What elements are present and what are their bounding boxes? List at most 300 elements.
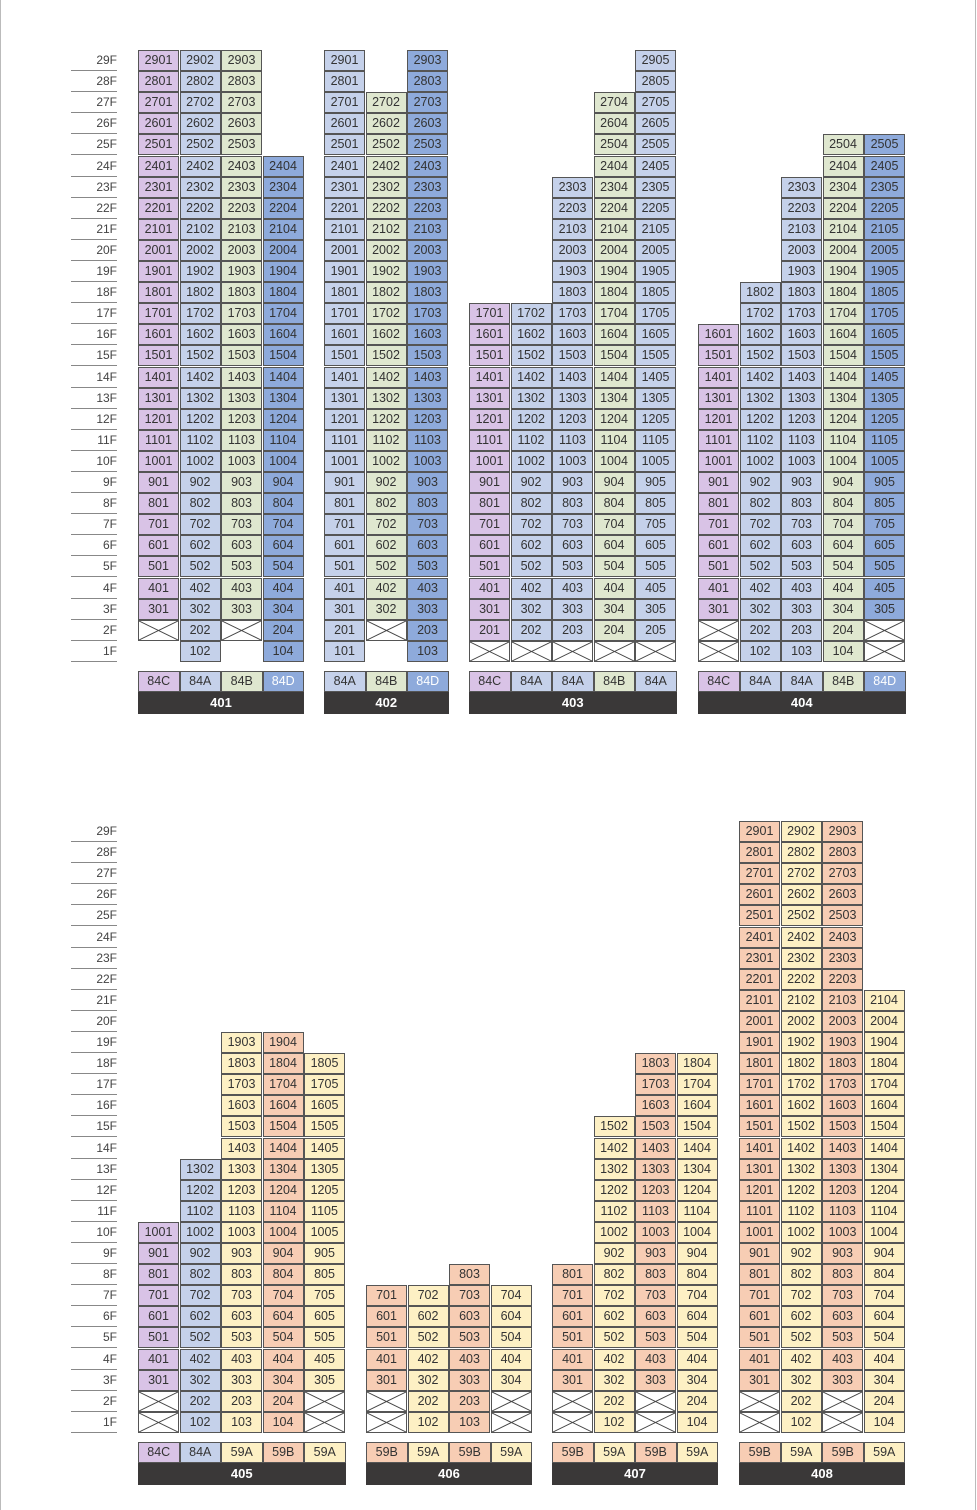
building-number: 402 (324, 692, 449, 714)
unit-cell: 2003 (822, 1011, 863, 1032)
empty-unit-cross-icon (635, 1391, 676, 1412)
building-number: 408 (739, 1463, 905, 1485)
unit-cell: 1303 (407, 388, 448, 409)
floor-label: 6F (71, 1306, 117, 1327)
floor-label: 8F (71, 1264, 117, 1285)
unit-cell: 905 (864, 472, 905, 493)
unit-cell: 502 (594, 1327, 635, 1348)
unit-cell: 305 (864, 599, 905, 620)
unit-cell: 1301 (138, 388, 179, 409)
unit-cell: 505 (304, 1327, 345, 1348)
unit-cell: 1601 (698, 324, 739, 345)
unit-type-label: 59B (263, 1442, 305, 1463)
unit-cell: 1503 (552, 345, 593, 366)
unit-cell: 102 (594, 1412, 635, 1433)
empty-unit-cross-icon (469, 641, 510, 662)
unit-cell: 2103 (781, 219, 822, 240)
unit-cell: 1702 (740, 303, 781, 324)
unit-cell: 1705 (864, 303, 905, 324)
unit-cell: 502 (781, 1327, 822, 1348)
unit-cell: 601 (366, 1306, 407, 1327)
unit-cell: 603 (552, 535, 593, 556)
unit-cell: 2501 (138, 134, 179, 155)
unit-cell: 1404 (263, 1138, 304, 1159)
unit-cell: 1504 (263, 1116, 304, 1137)
unit-cell: 404 (263, 578, 304, 599)
unit-cell: 1404 (677, 1138, 718, 1159)
unit-cell: 1905 (635, 261, 676, 282)
unit-cell: 403 (221, 1349, 262, 1370)
unit-cell: 1204 (263, 409, 304, 430)
unit-cell: 2605 (635, 113, 676, 134)
unit-cell: 2402 (781, 927, 822, 948)
unit-cell: 501 (698, 556, 739, 577)
unit-cell: 403 (635, 1349, 676, 1370)
unit-cell: 703 (221, 1285, 262, 1306)
unit-cell: 1704 (263, 303, 304, 324)
empty-unit-cross-icon (491, 1391, 532, 1412)
unit-cell: 602 (594, 1306, 635, 1327)
unit-cell: 1302 (180, 388, 221, 409)
unit-cell: 601 (138, 535, 179, 556)
unit-cell: 2205 (864, 198, 905, 219)
floor-label: 2F (71, 1391, 117, 1412)
unit-cell: 102 (180, 1412, 221, 1433)
unit-cell: 1302 (594, 1159, 635, 1180)
unit-cell: 1903 (822, 1032, 863, 1053)
unit-cell: 402 (594, 1349, 635, 1370)
unit-cell: 1103 (407, 430, 448, 451)
unit-cell: 2103 (407, 219, 448, 240)
unit-cell: 1504 (594, 345, 635, 366)
unit-cell: 2801 (739, 842, 780, 863)
unit-cell: 2104 (594, 219, 635, 240)
unit-cell: 1202 (511, 409, 552, 430)
unit-cell: 2002 (781, 1011, 822, 1032)
unit-cell: 1403 (822, 1138, 863, 1159)
unit-cell: 702 (180, 1285, 221, 1306)
unit-cell: 402 (740, 578, 781, 599)
unit-cell: 601 (469, 535, 510, 556)
unit-cell: 205 (635, 620, 676, 641)
unit-cell: 1702 (781, 1074, 822, 1095)
unit-cell: 1203 (221, 409, 262, 430)
unit-cell: 1103 (552, 430, 593, 451)
unit-cell: 2903 (822, 821, 863, 842)
unit-cell: 1201 (469, 409, 510, 430)
unit-cell: 1901 (138, 261, 179, 282)
unit-cell: 2403 (221, 156, 262, 177)
unit-cell: 1501 (324, 345, 365, 366)
unit-cell: 804 (677, 1264, 718, 1285)
unit-cell: 902 (740, 472, 781, 493)
unit-type-label: 59B (366, 1442, 408, 1463)
floor-label: 15F (71, 345, 117, 366)
unit-cell: 603 (822, 1306, 863, 1327)
unit-cell: 1803 (552, 282, 593, 303)
unit-cell: 802 (180, 1264, 221, 1285)
unit-cell: 2103 (221, 219, 262, 240)
unit-cell: 202 (180, 1391, 221, 1412)
empty-unit-cross-icon (635, 641, 676, 662)
unit-cell: 1403 (781, 367, 822, 388)
unit-cell: 301 (138, 1370, 179, 1391)
unit-cell: 1001 (324, 451, 365, 472)
floor-label: 28F (71, 842, 117, 863)
unit-cell: 803 (449, 1264, 490, 1285)
unit-cell: 1701 (324, 303, 365, 324)
unit-cell: 1704 (263, 1074, 304, 1095)
unit-cell: 404 (823, 578, 864, 599)
unit-cell: 601 (324, 535, 365, 556)
unit-cell: 803 (221, 493, 262, 514)
unit-cell: 1802 (180, 282, 221, 303)
unit-cell: 304 (263, 1370, 304, 1391)
unit-cell: 1402 (594, 1138, 635, 1159)
unit-cell: 501 (138, 1327, 179, 1348)
unit-type-label: 84D (864, 671, 906, 692)
unit-type-label: 84B (366, 671, 408, 692)
unit-cell: 2401 (138, 156, 179, 177)
unit-cell: 701 (469, 514, 510, 535)
unit-cell: 204 (677, 1391, 718, 1412)
unit-cell: 1001 (698, 451, 739, 472)
unit-cell: 1804 (864, 1053, 905, 1074)
unit-cell: 1903 (221, 261, 262, 282)
unit-cell: 2701 (324, 92, 365, 113)
unit-cell: 1005 (864, 451, 905, 472)
unit-cell: 401 (138, 578, 179, 599)
unit-cell: 803 (781, 493, 822, 514)
empty-unit-cross-icon (138, 1391, 179, 1412)
floor-label: 14F (71, 367, 117, 388)
unit-cell: 1503 (221, 1116, 262, 1137)
unit-cell: 1602 (781, 1095, 822, 1116)
floor-label: 5F (71, 556, 117, 577)
unit-cell: 601 (552, 1306, 593, 1327)
empty-unit-cross-icon (822, 1391, 863, 1412)
unit-cell: 1301 (469, 388, 510, 409)
unit-cell: 1202 (180, 409, 221, 430)
unit-cell: 1501 (138, 345, 179, 366)
unit-cell: 604 (263, 535, 304, 556)
unit-type-label: 84A (324, 671, 366, 692)
unit-cell: 301 (138, 599, 179, 620)
floor-label: 29F (71, 50, 117, 71)
unit-cell: 2805 (635, 71, 676, 92)
unit-cell: 704 (677, 1285, 718, 1306)
unit-cell: 1704 (677, 1074, 718, 1095)
unit-cell: 2101 (324, 219, 365, 240)
unit-cell: 1604 (823, 324, 864, 345)
unit-cell: 2303 (407, 177, 448, 198)
floor-label: 18F (71, 1053, 117, 1074)
unit-cell: 1302 (511, 388, 552, 409)
unit-cell: 104 (864, 1412, 905, 1433)
unit-cell: 2603 (407, 113, 448, 134)
unit-cell: 902 (511, 472, 552, 493)
floor-label: 29F (71, 821, 117, 842)
unit-cell: 104 (263, 1412, 304, 1433)
unit-cell: 1303 (552, 388, 593, 409)
unit-cell: 2204 (263, 198, 304, 219)
unit-cell: 1303 (822, 1159, 863, 1180)
empty-unit-cross-icon (822, 1412, 863, 1433)
unit-cell: 2901 (739, 821, 780, 842)
building-number: 404 (698, 692, 906, 714)
empty-unit-cross-icon (864, 641, 905, 662)
unit-cell: 2203 (781, 198, 822, 219)
unit-cell: 1403 (221, 1138, 262, 1159)
unit-type-label: 84D (263, 671, 305, 692)
unit-cell: 1603 (635, 1095, 676, 1116)
unit-cell: 1203 (781, 409, 822, 430)
floor-label: 11F (71, 1201, 117, 1222)
unit-cell: 103 (449, 1412, 490, 1433)
empty-unit-cross-icon (739, 1412, 780, 1433)
unit-cell: 2702 (180, 92, 221, 113)
unit-cell: 2601 (324, 113, 365, 134)
unit-cell: 102 (408, 1412, 449, 1433)
unit-cell: 1201 (324, 409, 365, 430)
unit-cell: 501 (552, 1327, 593, 1348)
floor-label: 18F (71, 282, 117, 303)
unit-cell: 304 (491, 1370, 532, 1391)
unit-cell: 2405 (864, 156, 905, 177)
unit-cell: 901 (324, 472, 365, 493)
unit-cell: 903 (407, 472, 448, 493)
unit-type-label: 59A (221, 1442, 263, 1463)
unit-cell: 1801 (138, 282, 179, 303)
unit-cell: 701 (698, 514, 739, 535)
unit-cell: 301 (698, 599, 739, 620)
unit-cell: 1505 (864, 345, 905, 366)
unit-cell: 1603 (221, 324, 262, 345)
unit-cell: 1701 (739, 1074, 780, 1095)
unit-cell: 1104 (864, 1201, 905, 1222)
unit-cell: 503 (221, 556, 262, 577)
unit-cell: 1103 (781, 430, 822, 451)
unit-cell: 1705 (304, 1074, 345, 1095)
unit-cell: 401 (552, 1349, 593, 1370)
unit-cell: 104 (263, 641, 304, 662)
unit-cell: 803 (635, 1264, 676, 1285)
unit-cell: 1401 (324, 367, 365, 388)
unit-cell: 2004 (864, 1011, 905, 1032)
unit-cell: 1501 (698, 345, 739, 366)
unit-cell: 1303 (221, 1159, 262, 1180)
floor-label: 8F (71, 493, 117, 514)
unit-cell: 1803 (781, 282, 822, 303)
unit-cell: 1502 (594, 1116, 635, 1137)
unit-cell: 1105 (864, 430, 905, 451)
unit-cell: 405 (635, 578, 676, 599)
unit-cell: 2502 (366, 134, 407, 155)
unit-cell: 503 (449, 1327, 490, 1348)
floor-label: 24F (71, 156, 117, 177)
unit-cell: 2004 (263, 240, 304, 261)
floor-label: 6F (71, 535, 117, 556)
unit-cell: 2102 (366, 219, 407, 240)
unit-cell: 702 (511, 514, 552, 535)
unit-cell: 2403 (407, 156, 448, 177)
unit-cell: 401 (739, 1349, 780, 1370)
unit-cell: 2402 (366, 156, 407, 177)
unit-cell: 1604 (864, 1095, 905, 1116)
unit-cell: 404 (263, 1349, 304, 1370)
unit-cell: 2602 (366, 113, 407, 134)
unit-cell: 1504 (864, 1116, 905, 1137)
unit-cell: 705 (635, 514, 676, 535)
unit-cell: 801 (324, 493, 365, 514)
empty-unit-cross-icon (491, 1412, 532, 1433)
unit-cell: 1202 (781, 1180, 822, 1201)
unit-cell: 503 (552, 556, 593, 577)
floor-label: 21F (71, 219, 117, 240)
unit-cell: 604 (594, 535, 635, 556)
unit-cell: 604 (823, 535, 864, 556)
unit-cell: 2701 (138, 92, 179, 113)
unit-cell: 502 (511, 556, 552, 577)
unit-cell: 1703 (635, 1074, 676, 1095)
unit-cell: 2802 (781, 842, 822, 863)
unit-cell: 2603 (221, 113, 262, 134)
unit-cell: 2704 (594, 92, 635, 113)
floor-label: 10F (71, 451, 117, 472)
unit-cell: 1101 (698, 430, 739, 451)
unit-cell: 303 (781, 599, 822, 620)
unit-cell: 704 (491, 1285, 532, 1306)
unit-cell: 1804 (263, 282, 304, 303)
unit-cell: 703 (635, 1285, 676, 1306)
unit-cell: 1605 (864, 324, 905, 345)
floor-label: 20F (71, 240, 117, 261)
unit-cell: 2803 (221, 71, 262, 92)
unit-cell: 1002 (511, 451, 552, 472)
unit-cell: 1604 (263, 324, 304, 345)
unit-cell: 1003 (781, 451, 822, 472)
unit-cell: 2003 (781, 240, 822, 261)
empty-unit-cross-icon (552, 1412, 593, 1433)
unit-cell: 504 (823, 556, 864, 577)
unit-cell: 1205 (635, 409, 676, 430)
unit-cell: 1003 (635, 1222, 676, 1243)
unit-cell: 1803 (221, 282, 262, 303)
unit-cell: 2401 (739, 927, 780, 948)
unit-cell: 302 (594, 1370, 635, 1391)
unit-cell: 404 (491, 1349, 532, 1370)
unit-cell: 1903 (407, 261, 448, 282)
unit-cell: 403 (449, 1349, 490, 1370)
unit-cell: 203 (407, 620, 448, 641)
unit-cell: 503 (221, 1327, 262, 1348)
unit-cell: 2403 (822, 927, 863, 948)
unit-cell: 905 (635, 472, 676, 493)
floor-label: 20F (71, 1011, 117, 1032)
empty-unit-cross-icon (698, 641, 739, 662)
unit-cell: 904 (823, 472, 864, 493)
unit-type-label: 59A (304, 1442, 346, 1463)
unit-cell: 901 (469, 472, 510, 493)
unit-cell: 1203 (221, 1180, 262, 1201)
unit-type-label: 84A (511, 671, 553, 692)
unit-cell: 504 (263, 556, 304, 577)
unit-cell: 2404 (263, 156, 304, 177)
floor-label: 24F (71, 927, 117, 948)
unit-type-label: 59A (781, 1442, 823, 1463)
unit-cell: 2305 (864, 177, 905, 198)
unit-cell: 1001 (469, 451, 510, 472)
unit-cell: 1205 (304, 1180, 345, 1201)
empty-unit-cross-icon (366, 620, 407, 641)
unit-cell: 903 (781, 472, 822, 493)
unit-cell: 2101 (739, 990, 780, 1011)
unit-cell: 1102 (180, 430, 221, 451)
unit-cell: 904 (864, 1243, 905, 1264)
unit-cell: 1603 (552, 324, 593, 345)
unit-cell: 1404 (864, 1138, 905, 1159)
unit-cell: 2503 (221, 134, 262, 155)
unit-cell: 2004 (594, 240, 635, 261)
unit-cell: 403 (407, 578, 448, 599)
unit-cell: 2902 (781, 821, 822, 842)
unit-cell: 2405 (635, 156, 676, 177)
unit-cell: 603 (781, 535, 822, 556)
empty-unit-cross-icon (304, 1391, 345, 1412)
unit-cell: 1102 (594, 1201, 635, 1222)
unit-cell: 1205 (864, 409, 905, 430)
unit-cell: 1704 (864, 1074, 905, 1095)
unit-cell: 1102 (511, 430, 552, 451)
unit-cell: 304 (594, 599, 635, 620)
unit-cell: 504 (677, 1327, 718, 1348)
unit-cell: 302 (366, 599, 407, 620)
unit-cell: 103 (221, 1412, 262, 1433)
unit-cell: 1505 (635, 345, 676, 366)
unit-cell: 1104 (263, 1201, 304, 1222)
unit-cell: 903 (822, 1243, 863, 1264)
floor-label: 15F (71, 1116, 117, 1137)
unit-type-label: 84B (823, 671, 865, 692)
unit-cell: 1601 (138, 324, 179, 345)
unit-cell: 1202 (366, 409, 407, 430)
unit-cell: 1503 (635, 1116, 676, 1137)
unit-cell: 204 (594, 620, 635, 641)
unit-cell: 2703 (407, 92, 448, 113)
unit-cell: 1902 (366, 261, 407, 282)
unit-type-label: 84C (138, 1442, 180, 1463)
unit-cell: 801 (698, 493, 739, 514)
unit-cell: 1603 (781, 324, 822, 345)
floor-label: 17F (71, 1074, 117, 1095)
unit-cell: 502 (180, 556, 221, 577)
building-number: 405 (138, 1463, 346, 1485)
unit-cell: 1503 (221, 345, 262, 366)
unit-cell: 1803 (822, 1053, 863, 1074)
unit-cell: 101 (324, 641, 365, 662)
unit-cell: 1304 (677, 1159, 718, 1180)
unit-cell: 1805 (864, 282, 905, 303)
unit-cell: 1402 (366, 367, 407, 388)
unit-cell: 1401 (698, 367, 739, 388)
unit-cell: 402 (180, 1349, 221, 1370)
unit-cell: 2903 (221, 50, 262, 71)
unit-cell: 604 (263, 1306, 304, 1327)
unit-cell: 1503 (822, 1116, 863, 1137)
unit-type-label: 84C (138, 671, 180, 692)
unit-cell: 2205 (635, 198, 676, 219)
unit-type-label: 84A (552, 671, 594, 692)
